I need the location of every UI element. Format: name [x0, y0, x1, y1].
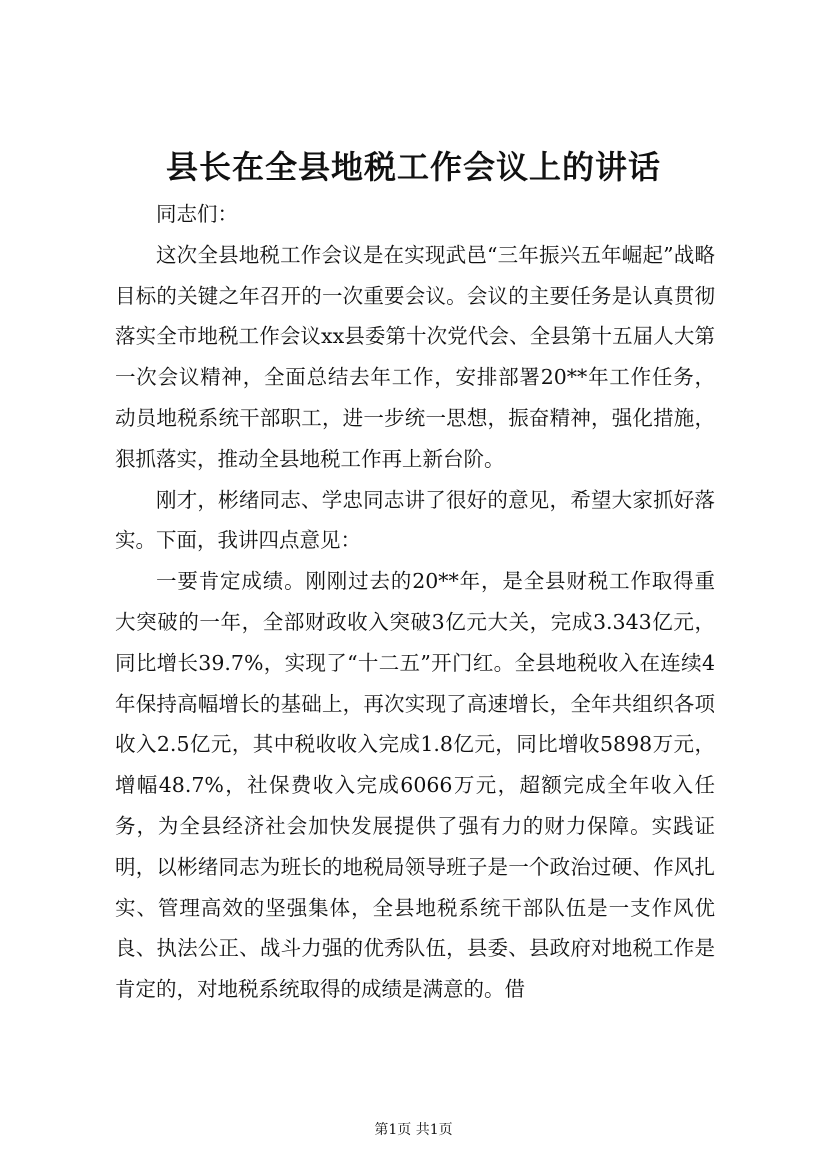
document-title: 县长在全县地税工作会议上的讲话: [165, 148, 661, 186]
paragraph-intro: 这次全县地税工作会议是在实现武邑“三年振兴五年崛起”战略目标的关键之年召开的一次重要会议。会议的主要任务是认真贯彻落实全市地税工作会议xx县委第十次党代会、全县第十五届人大第一次会议精神，全面总结去年工作，安排部署20**年工作任务，动员地税系统干部职工，进一步统一思想，振奋精神，强化措施，狠抓落实，推动全县地税工作再上新台阶。: [115, 242, 715, 471]
paragraph-achievements: 一要肯定成绩。刚刚过去的20**年，是全县财税工作取得重大突破的一年，全部财政收入突破3亿元大关，完成3.343亿元，同比增长39.7%，实现了“十二五”开门红。全县地税收入在连续4年保持高幅增长的基础上，再次实现了高速增长，全年共组织各项收入2.5亿元，其中税收收入完成1.8亿元，同比增收5898万元，增幅48.7%，社保费收入完成6066万元，超额完成全年收入任务，为全县经济社会加快发展提供了强有力的财力保障。实践证明，以彬绪同志为班长的地税局领导班子是一个政治过硬、作风扎实、管理高效的坚强集体，全县地税系统干部队伍是一支作风优良、执法公正、战斗力强的优秀队伍，县委、县政府对地税工作是肯定的，对地税系统取得的成绩是满意的。借: [115, 569, 715, 1002]
page-number-footer: 第1页 共1页: [374, 1122, 453, 1138]
salutation: 同志们：: [156, 202, 238, 226]
document-body: [115, 194, 715, 1010]
paragraph-transition: 刚才，彬绪同志、学忠同志讲了很好的意见，希望大家抓好落实。下面，我讲四点意见：: [115, 487, 715, 553]
